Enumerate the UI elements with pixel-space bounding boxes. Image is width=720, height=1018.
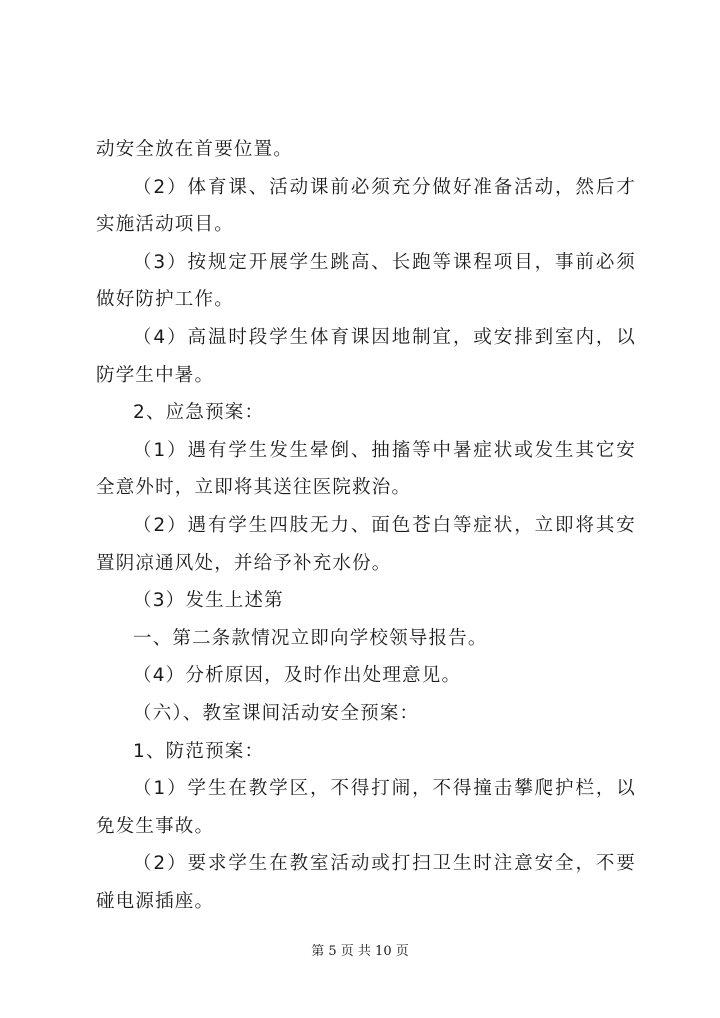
section-heading: 2、应急预案：: [133, 402, 265, 424]
section-heading: 1、防范预案：: [133, 740, 265, 762]
paragraph: （2）遇有学生四肢无力、面色苍白等症状，立即将其安置阴凉通风处，并给予补充水份。: [96, 514, 636, 574]
paragraph: （2）要求学生在教室活动或打扫卫生时注意安全，不要碰电源插座。: [96, 853, 636, 912]
paragraph: （1）遇有学生发生晕倒、抽搐等中暑症状或发生其它安全意外时，立即将其送往医院救治。: [96, 439, 636, 499]
paragraph: （4）高温时段学生体育课因地制宜，或安排到室内，以防学生中暑。: [96, 326, 636, 386]
section-heading: （六）、教室课间活动安全预案：: [133, 702, 420, 724]
paragraph: （3）按规定开展学生跳高、长跑等课程项目，事前必须做好防护工作。: [96, 251, 636, 311]
paragraph: （4）分析原因，及时作出处理意见。: [133, 665, 462, 687]
paragraph: （2）体育课、活动课前必须充分做好准备活动，然后才实施活动项目。: [96, 176, 636, 236]
paragraph: 一、第二条款情况立即向学校领导报告。: [133, 627, 488, 649]
paragraph: 动安全放在首要位置。: [96, 139, 294, 160]
document-body: [96, 131, 636, 920]
paragraph: （1）学生在教学区，不得打闹，不得撞击攀爬护栏，以免发生事故。: [96, 778, 636, 837]
paragraph: （3）发生上述第: [133, 590, 284, 612]
page-number-footer: 第 5 页 共 10 页: [311, 944, 409, 959]
